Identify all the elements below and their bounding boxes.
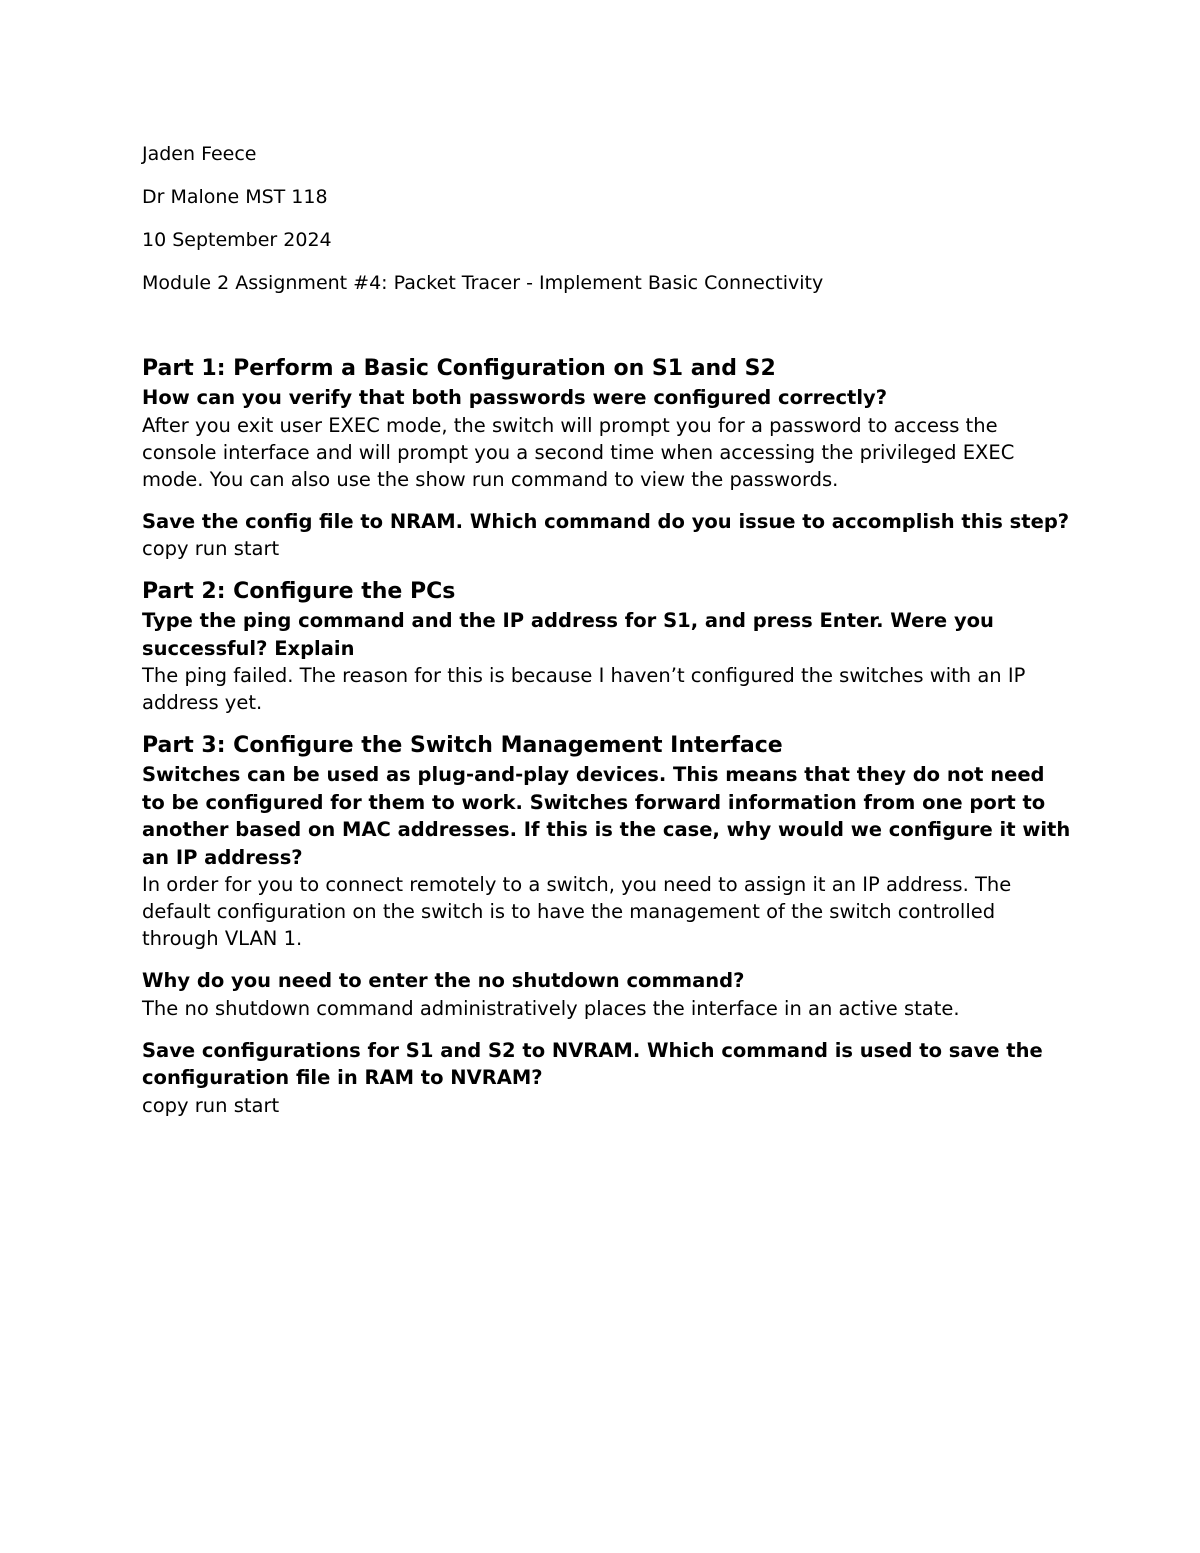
student-name: Jaden Feece: [142, 143, 257, 165]
part-1-answer-2: copy run start: [142, 537, 280, 560]
assignment-title: Module 2 Assignment #4: Packet Tracer - Implement Basic Connectivity: [142, 272, 824, 294]
part-1-heading: Part 1: Perform a Basic Configuration on S1 and S2: [142, 356, 776, 381]
part-3-heading: Part 3: Configure the Switch Management Interface: [142, 733, 783, 758]
part-1-question-2: Save the config file to NRAM. Which command do you issue to accomplish this step?: [142, 509, 1070, 533]
part-2-heading: Part 2: Configure the PCs: [142, 579, 456, 604]
part-1-question-1: How can you verify that both passwords were configured correctly?: [142, 386, 888, 409]
part-3-answer-3: copy run start: [142, 1093, 280, 1117]
instructor-course: Dr Malone MST 118: [142, 186, 328, 208]
part-3-question-2: Why do you need to enter the no shutdown command?: [142, 969, 745, 992]
document-page: [142, 140, 1072, 1119]
part-3-answer-2: The no shutdown command administratively places the interface in an active state.: [142, 996, 960, 1020]
part-3-question-3: Save configurations for S1 and S2 to NVRAM. Which command is used to save the configuration file in RAM to NVRAM?: [142, 1038, 1043, 1089]
part-3-answer-1: In order for you to connect remotely to a switch, you need to assign it an IP address. The default configuration on the switch is to have the management of the switch controlled through VLAN 1.: [142, 873, 1012, 950]
header-spacer: [142, 297, 1072, 354]
part-3-question-1: Switches can be used as plug-and-play devices. This means that they do not need to be configured for them to work. Switches forward information from one port to another based on MAC addresses. If this is the case, why would we configure it with an IP address?: [142, 763, 1071, 869]
part-2-question-1: Type the ping command and the IP address for S1, and press Enter. Were you successful? Explain: [142, 609, 994, 660]
part-1-answer-1: After you exit user EXEC mode, the switch will prompt you for a password to access the console interface and will prompt you a second time when accessing the privileged EXEC mode. You can also use the show run command to view the passwords.: [142, 413, 1015, 491]
part-2-answer-1: The ping failed. The reason for this is because I haven’t configured the switches with an IP address yet.: [142, 664, 1026, 714]
document-date: 10 September 2024: [142, 229, 332, 251]
